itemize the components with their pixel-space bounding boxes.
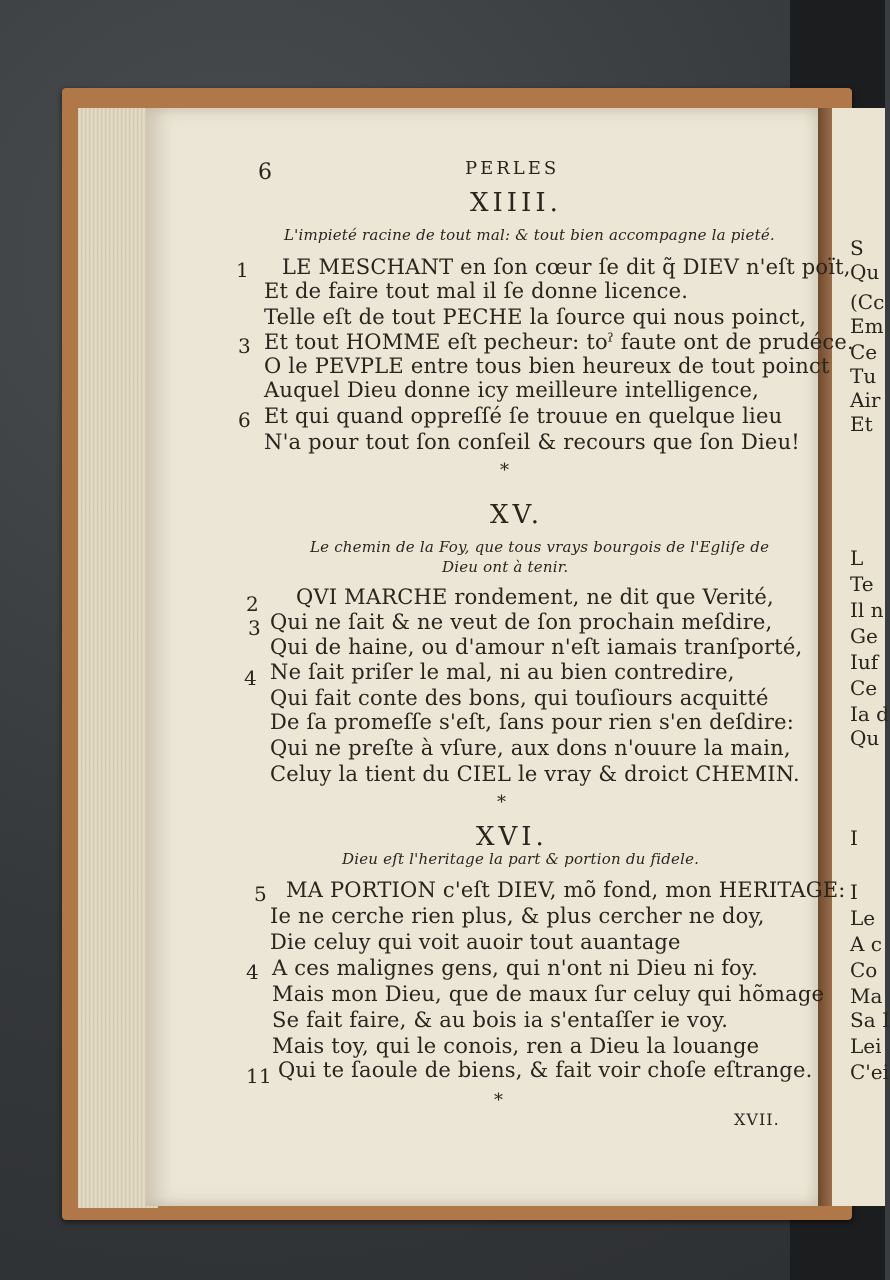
section-numeral: XVI. [476, 822, 548, 852]
facing-fragment: Ia d [850, 702, 889, 726]
section-rubric: Dieu ont à tenir. [442, 558, 569, 576]
verse-number: 11 [246, 1064, 272, 1088]
verse-line: Qui te ſaoule de biens, & fait voir choſe eſtrange. [278, 1058, 813, 1082]
verse-line: Qui de haine, ou d'amour n'eſt iamais tranſporté, [270, 635, 803, 659]
facing-fragment: I [850, 826, 858, 850]
verse-line: Mais mon Dieu, que de maux ſur celuy qui hõmage [272, 982, 825, 1006]
facing-fragment: L [850, 546, 864, 570]
ornament: * [500, 460, 510, 481]
facing-fragment: Te [850, 572, 874, 596]
verse-line: Qui ne ſait & ne veut de ſon prochain meſdire, [270, 610, 773, 634]
verse-number: 1 [236, 258, 249, 282]
facing-fragment: (Cc [850, 290, 885, 314]
facing-fragment: Ce [850, 340, 878, 364]
verse-line: Ne ſait priſer le mal, ni au bien contredire, [270, 660, 735, 684]
verse-line: Mais toy, qui le conois, ren a Dieu la louange [272, 1034, 760, 1058]
facing-fragment: Il n [850, 598, 884, 622]
verse-line: Telle eſt de tout PECHE la ſource qui nous poinct, [264, 305, 807, 329]
facing-fragment: Lei [850, 1034, 882, 1058]
verse-line: MA PORTION c'eſt DIEV, mõ fond, mon HERITAGE: [286, 878, 846, 902]
verse-line: Qui fait conte des bons, qui touſiours acquitté [270, 686, 769, 710]
verse-line: A ces malignes gens, qui n'ont ni Dieu ni foy. [272, 956, 759, 980]
ornament: * [497, 792, 507, 813]
section-rubric: L'impieté racine de tout mal: & tout bien accompagne la pieté. [284, 226, 775, 244]
verse-line: LE MESCHANT en ſon cœur ſe dit q̃ DIEV n'eſt poït, [282, 255, 851, 279]
facing-fragment: Air [850, 388, 881, 412]
facing-fragment: Em [850, 314, 884, 338]
facing-fragment: Ge [850, 624, 878, 648]
section-numeral: XV. [490, 500, 544, 530]
facing-fragment: Co [850, 958, 878, 982]
facing-fragment: S [850, 236, 864, 260]
facing-fragment: Ce [850, 676, 878, 700]
verse-line: Et qui quand oppreſſé ſe trouue en quelque lieu [264, 404, 783, 428]
verse-line: N'a pour tout ſon conſeil & recours que ſon Dieu! [264, 430, 800, 454]
section-rubric: Dieu eſt l'heritage la part & portion du fidele. [342, 850, 700, 868]
verse-line: De ſa promeſſe s'eſt, ſans pour rien s'en deſdire: [270, 710, 795, 734]
running-head: PERLES [465, 158, 560, 179]
verse-number: 6 [238, 408, 251, 432]
verse-line: Celuy la tient du CIEL le vray & droict CHEMIN. [270, 762, 800, 786]
section-numeral: XIIII. [470, 188, 562, 218]
page-number: 6 [258, 160, 273, 185]
verse-number: 2 [246, 592, 259, 616]
verse-number: 3 [238, 334, 251, 358]
verse-number: 3 [248, 616, 261, 640]
facing-fragment: Qu [850, 726, 880, 750]
facing-fragment: Iuf [850, 650, 879, 674]
facing-fragment: Et [850, 412, 873, 436]
facing-fragment: A c [850, 932, 883, 956]
verse-number: 5 [254, 882, 267, 906]
facing-fragment: Sa I [850, 1008, 890, 1032]
verse-line: Se fait faire, & au bois ia s'entaſſer ie voy. [272, 1008, 729, 1032]
verse-line: O le PEVPLE entre tous bien heureux de tout poinct [264, 354, 830, 378]
facing-fragment: Tu [850, 364, 877, 388]
verse-line: Et tout HOMME eſt pecheur: toˀ faute ont de prudéce. [264, 330, 854, 354]
verse-line: Et de faire tout mal il ſe donne licence. [264, 279, 689, 303]
section-rubric: Le chemin de la Foy, que tous vrays bourgois de l'Egliſe de [310, 538, 770, 556]
verse-line: Auquel Dieu donne icy meilleure intelligence, [264, 378, 760, 402]
facing-fragment: Ma [850, 984, 883, 1008]
catchword: XVII. [734, 1110, 780, 1129]
facing-fragment: Le [850, 906, 876, 930]
ornament: * [494, 1090, 504, 1111]
verse-number: 4 [244, 666, 257, 690]
verse-line: Qui ne preſte à vſure, aux dons n'ouure la main, [270, 736, 791, 760]
verse-line: QVI MARCHE rondement, ne dit que Verité, [296, 585, 774, 609]
facing-fragment: C'ei [850, 1060, 890, 1084]
verse-number: 4 [246, 960, 259, 984]
facing-fragment: I [850, 880, 858, 904]
verse-line: Ie ne cerche rien plus, & plus cercher ne doy, [270, 904, 765, 928]
verse-line: Die celuy qui voit auoir tout auantage [270, 930, 681, 954]
facing-fragment: Qu [850, 260, 880, 284]
